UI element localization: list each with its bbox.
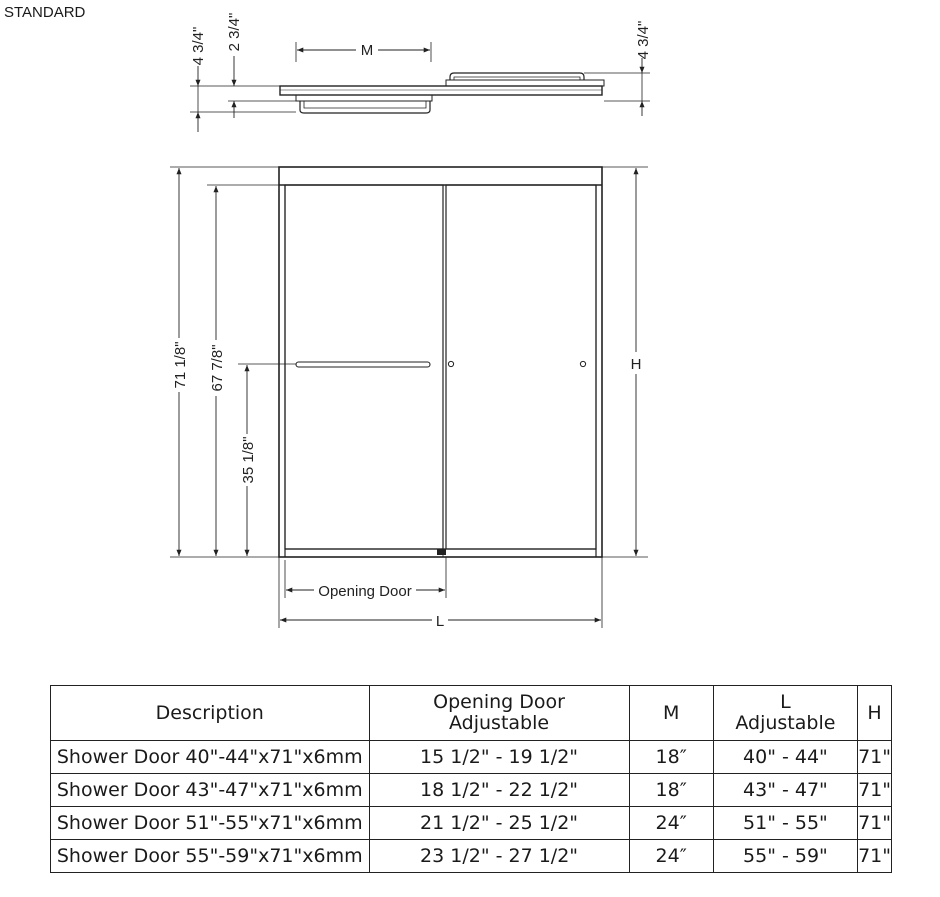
cell-l: 40" - 44"	[713, 741, 857, 774]
cell-h: 71"	[858, 774, 892, 807]
cell-h: 71"	[858, 741, 892, 774]
cell-description: Shower Door 40"-44"x71"x6mm	[51, 741, 370, 774]
table-header-row	[51, 686, 892, 741]
cell-description: Shower Door 51"-55"x71"x6mm	[51, 807, 370, 840]
knob-right	[580, 361, 585, 366]
header-l	[713, 686, 857, 741]
cell-description: Shower Door 43"-47"x71"x6mm	[51, 774, 370, 807]
header-m: M	[629, 686, 713, 741]
top-right-panel	[446, 80, 604, 86]
top-right-handle	[450, 73, 584, 80]
cell-opening: 18 1/2" - 22 1/2"	[369, 774, 629, 807]
header-l-line1: L	[780, 691, 791, 713]
top-left-handle	[300, 101, 430, 113]
dim-m-label: M	[360, 42, 374, 59]
dim-glass-height-label: 67 7/8"	[209, 344, 226, 392]
table-row	[51, 741, 892, 774]
header-l-line2: Adjustable	[735, 712, 836, 734]
dim-right-label: 4 3/4"	[635, 20, 652, 60]
header-description: Description	[51, 686, 370, 741]
front-view	[170, 167, 648, 628]
cell-m: 24″	[629, 840, 713, 873]
cell-description: Shower Door 55"-59"x71"x6mm	[51, 840, 370, 873]
dim-handle-height-label: 35 1/8"	[240, 436, 257, 484]
dim-opening-label: Opening Door	[318, 583, 412, 600]
cell-opening: 23 1/2" - 27 1/2"	[369, 840, 629, 873]
cell-h: 71"	[858, 807, 892, 840]
table-row	[51, 840, 892, 873]
header-h: H	[858, 686, 892, 741]
dim-h-label: H	[630, 356, 642, 373]
top-rail	[280, 86, 602, 95]
dim-total-height-label: 71 1/8"	[172, 341, 189, 389]
knob-center	[448, 361, 453, 366]
cell-opening: 21 1/2" - 25 1/2"	[369, 807, 629, 840]
standard-label: STANDARD	[4, 4, 86, 21]
cell-opening: 15 1/2" - 19 1/2"	[369, 741, 629, 774]
cell-m: 18″	[629, 774, 713, 807]
header-opening	[369, 686, 629, 741]
towel-bar-handle	[296, 362, 430, 367]
spec-table	[50, 685, 892, 873]
header-opening-line1: Opening Door	[433, 691, 565, 713]
cell-l: 51" - 55"	[713, 807, 857, 840]
header-opening-line2: Adjustable	[449, 712, 550, 734]
floor-guide	[437, 549, 446, 555]
right-door-panel	[446, 185, 596, 549]
cell-l: 43" - 47"	[713, 774, 857, 807]
top-left-panel	[296, 95, 432, 101]
dim-left-outer-label: 4 3/4"	[190, 26, 207, 66]
table-row	[51, 774, 892, 807]
cell-h: 71"	[858, 840, 892, 873]
cell-m: 18″	[629, 741, 713, 774]
cell-m: 24″	[629, 807, 713, 840]
cell-l: 55" - 59"	[713, 840, 857, 873]
dim-l-label: L	[435, 613, 445, 630]
table-row	[51, 807, 892, 840]
top-view	[190, 42, 650, 132]
dim-left-inner-label: 2 3/4"	[226, 12, 243, 52]
